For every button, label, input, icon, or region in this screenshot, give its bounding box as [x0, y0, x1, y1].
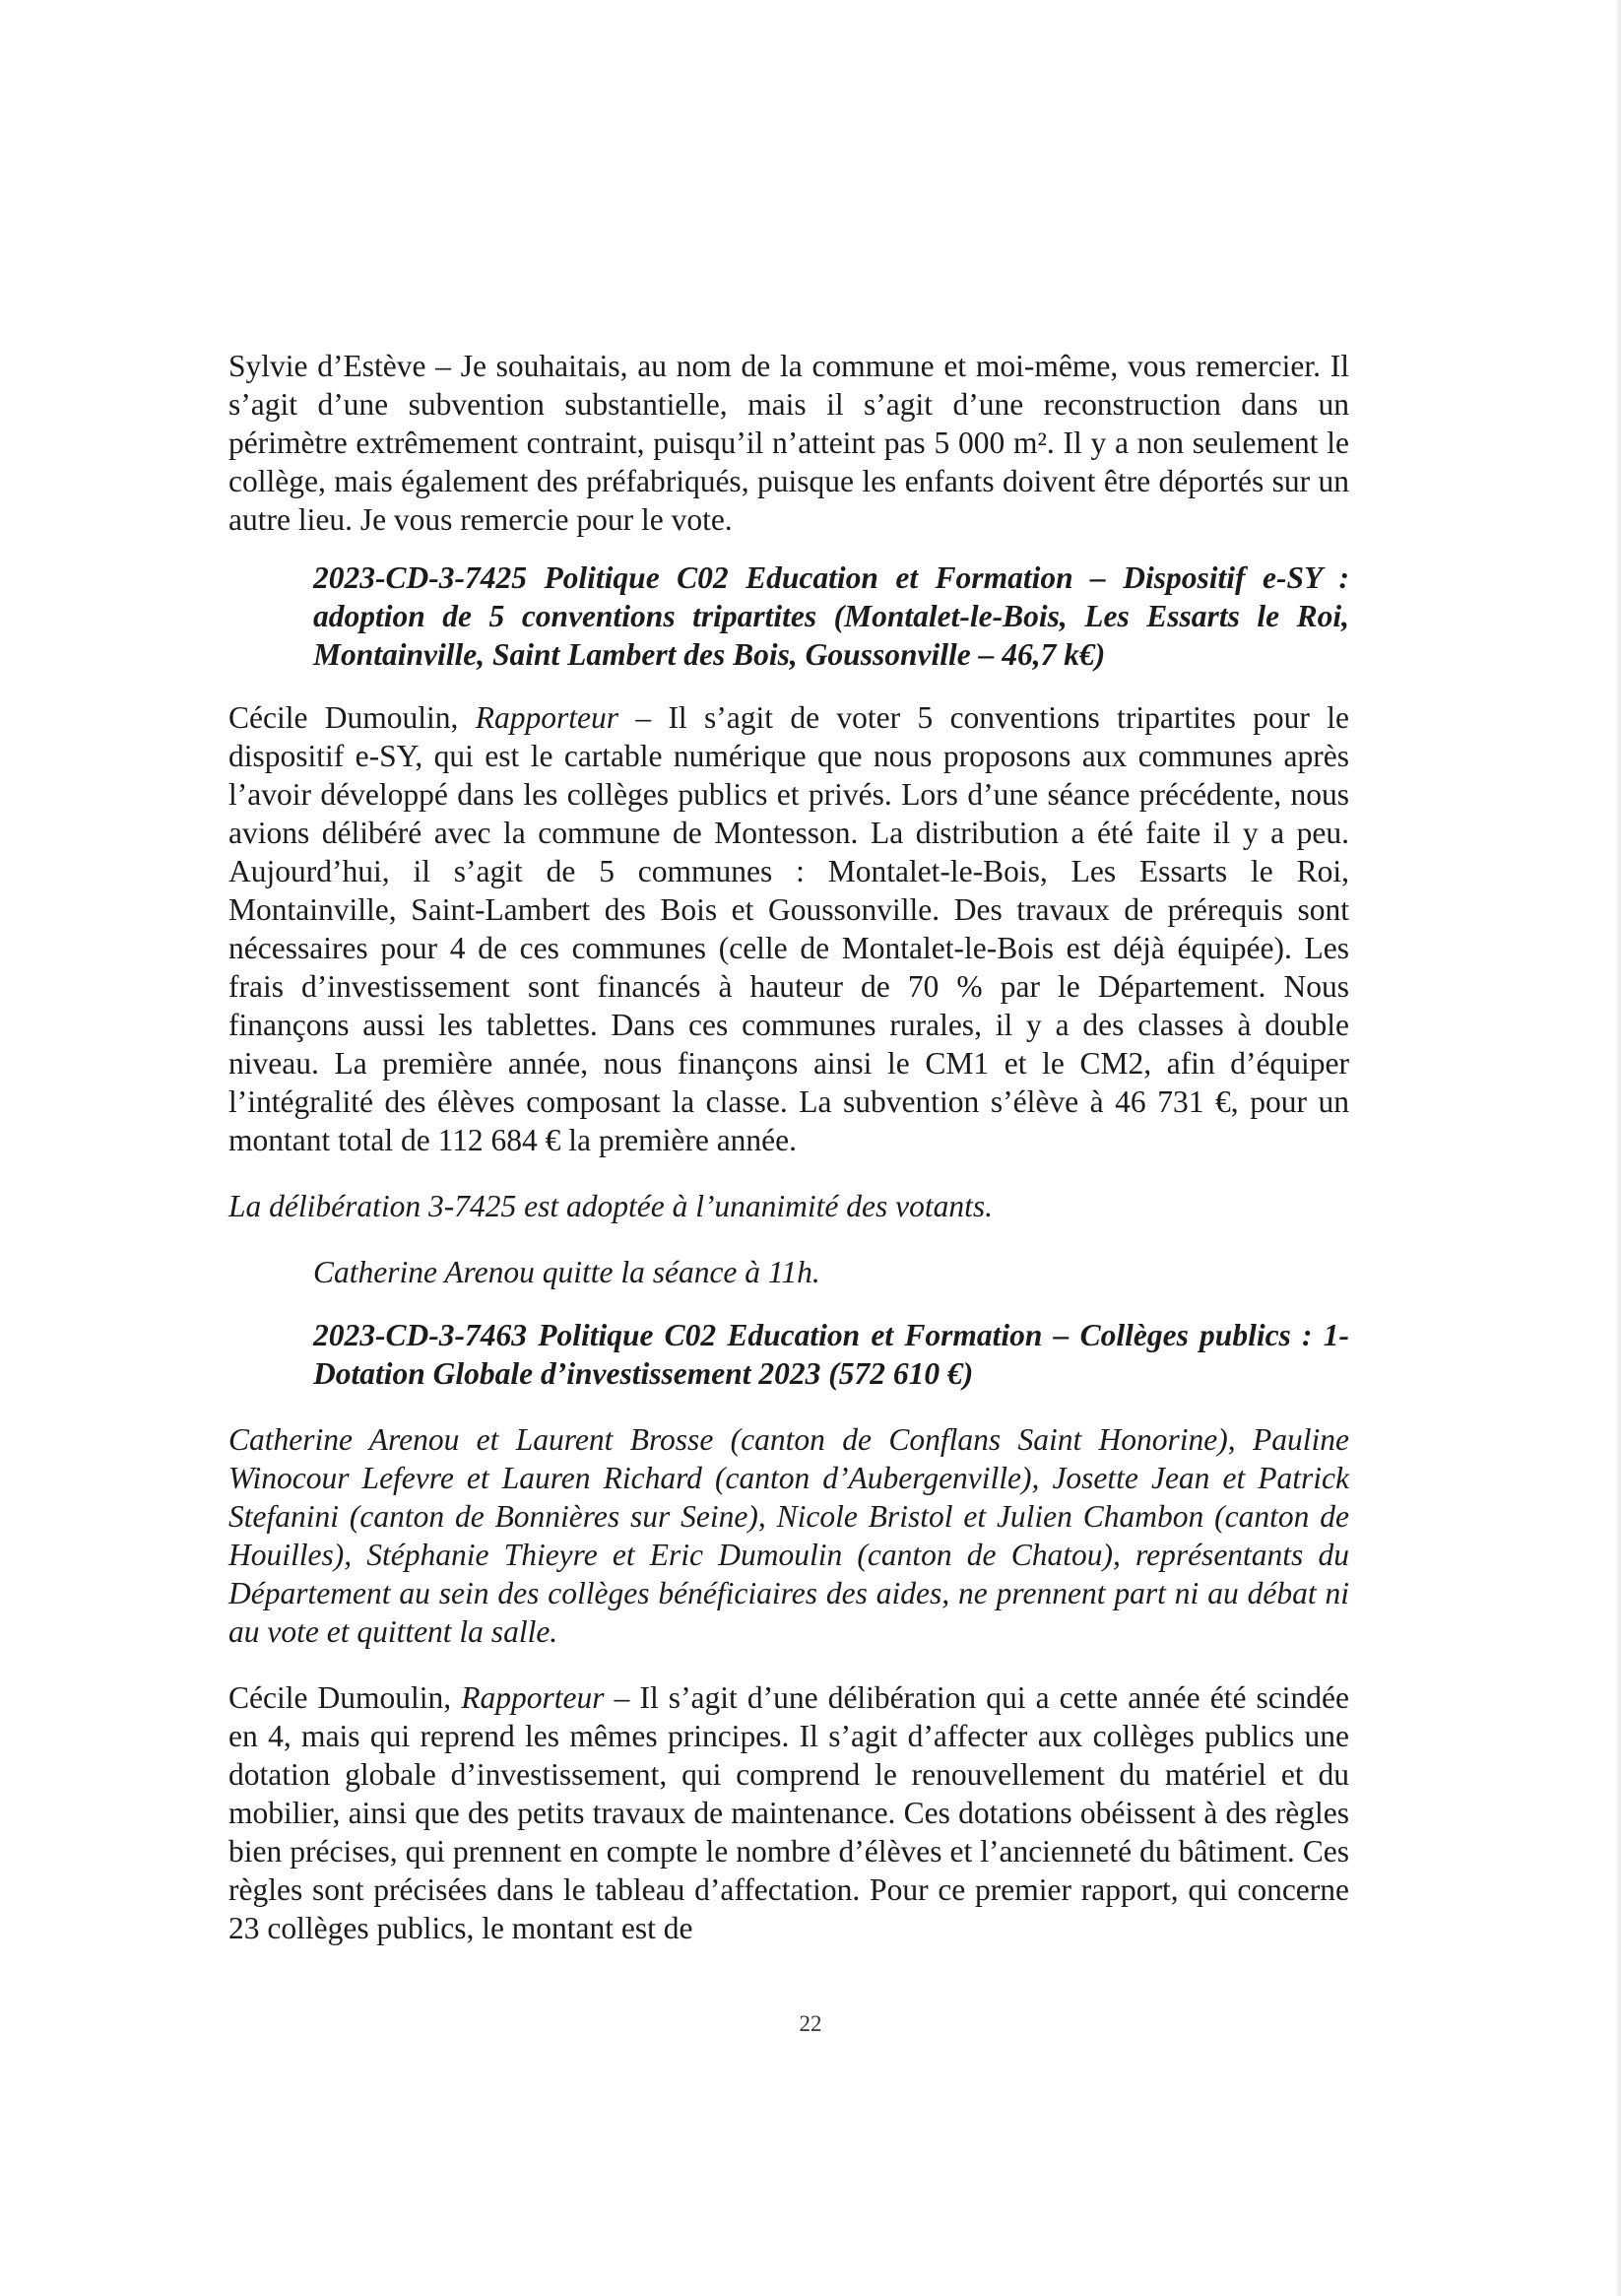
speaker-name: Sylvie d’Estève [228, 349, 426, 383]
page-number: 22 [799, 2011, 822, 2036]
speaker-role: Rapporteur [461, 1680, 605, 1715]
deliberation-heading-7463: 2023-CD-3-7463 Politique C02 Education et Formation – Collèges publics : 1- Dotation Globale d’investissement 2023 (572 610 €) [313, 1318, 1349, 1391]
deliberation-heading-7425: 2023-CD-3-7425 Politique C02 Education et Formation – Dispositif e-SY : adoption de 5 conventions tripartites (Montalet-le-Bois, Les Essarts le Roi, Montainville, Saint Lambert des Bois, Goussonville – 46,7 k€) [313, 560, 1349, 672]
adoption-note-7425: La délibération 3-7425 est adoptée à l’unanimité des votants. [228, 1189, 994, 1223]
paragraph-sylvie-esteve [228, 347, 1349, 539]
departure-note: Catherine Arenou quitte la séance à 11h. [313, 1255, 820, 1289]
excluded-representatives-note: Catherine Arenou et Laurent Brosse (canton de Conflans Saint Honorine), Pauline Winocour Lefevre et Lauren Richard (canton d’Aubergenville), Josette Jean et Patrick Stefanini (canton de Bonnières sur Seine), Nicole Bristol et Julien Chambon (canton de Houilles), Stéphanie Thieyre et Eric Dumoulin (canton de Chatou), représentants du Département au sein des collèges bénéficiaires des aides, ne prennent part ni au débat ni au vote et quittent la salle. [228, 1422, 1349, 1649]
speaker-name: Cécile Dumoulin, [228, 700, 476, 735]
paragraph-rapporteur-7463 [228, 1678, 1349, 1947]
paragraph-text: – Il s’agit d’une délibération qui a cette année été scindée en 4, mais qui reprend les mêmes principes. Il s’agit d’affecter aux collèges publics une dotation globale d’investissement, qui comprend le renouvellement du matériel et du mobilier, ainsi que des petits travaux de maintenance. Ces dotations obéissent à des règles bien précises, qui prennent en compte le nombre d’élèves et l’ancienneté du bâtiment. Ces règles sont précisées dans le tableau d’affectation. Pour ce premier rapport, qui concerne 23 collèges publics, le montant est de [228, 1680, 1349, 1945]
paragraph-text: – Je souhaitais, au nom de la commune et moi-même, vous remercier. Il s’agit d’une subvention substantielle, mais il s’agit d’une reconstruction dans un périmètre extrêmement contraint, puisqu’il n’atteint pas 5 000 m². Il y a non seulement le collège, mais également des préfabriqués, puisque les enfants doivent être déportés sur un autre lieu. Je vous remercie pour le vote. [228, 349, 1349, 537]
page-edge-shadow [1615, 0, 1621, 2296]
page-content [228, 347, 1349, 1947]
speaker-name: Cécile Dumoulin, [228, 1680, 462, 1715]
speaker-role: Rapporteur [475, 700, 619, 735]
paragraph-text: – Il s’agit de voter 5 conventions tripartites pour le dispositif e-SY, qui est le cartable numérique que nous proposons aux communes après l’avoir développé dans les collèges publics et privés. Lors d’une séance précédente, nous avions délibéré avec la commune de Montesson. La distribution a été faite il y a peu. Aujourd’hui, il s’agit de 5 communes : Montalet-le-Bois, Les Essarts le Roi, Montainville, Saint-Lambert des Bois et Goussonville. Des travaux de prérequis sont nécessaires pour 4 de ces communes (celle de Montalet-le-Bois est déjà équipée). Les frais d’investissement sont financés à hauteur de 70 % par le Département. Nous finançons aussi les tablettes. Dans ces communes rurales, il y a des classes à double niveau. La première année, nous finançons ainsi le CM1 et le CM2, afin d’équiper l’intégralité des élèves composant la classe. La subvention s’élève à 46 731 €, pour un montant total de 112 684 € la première année. [228, 700, 1349, 1157]
paragraph-rapporteur-7425 [228, 698, 1349, 1159]
